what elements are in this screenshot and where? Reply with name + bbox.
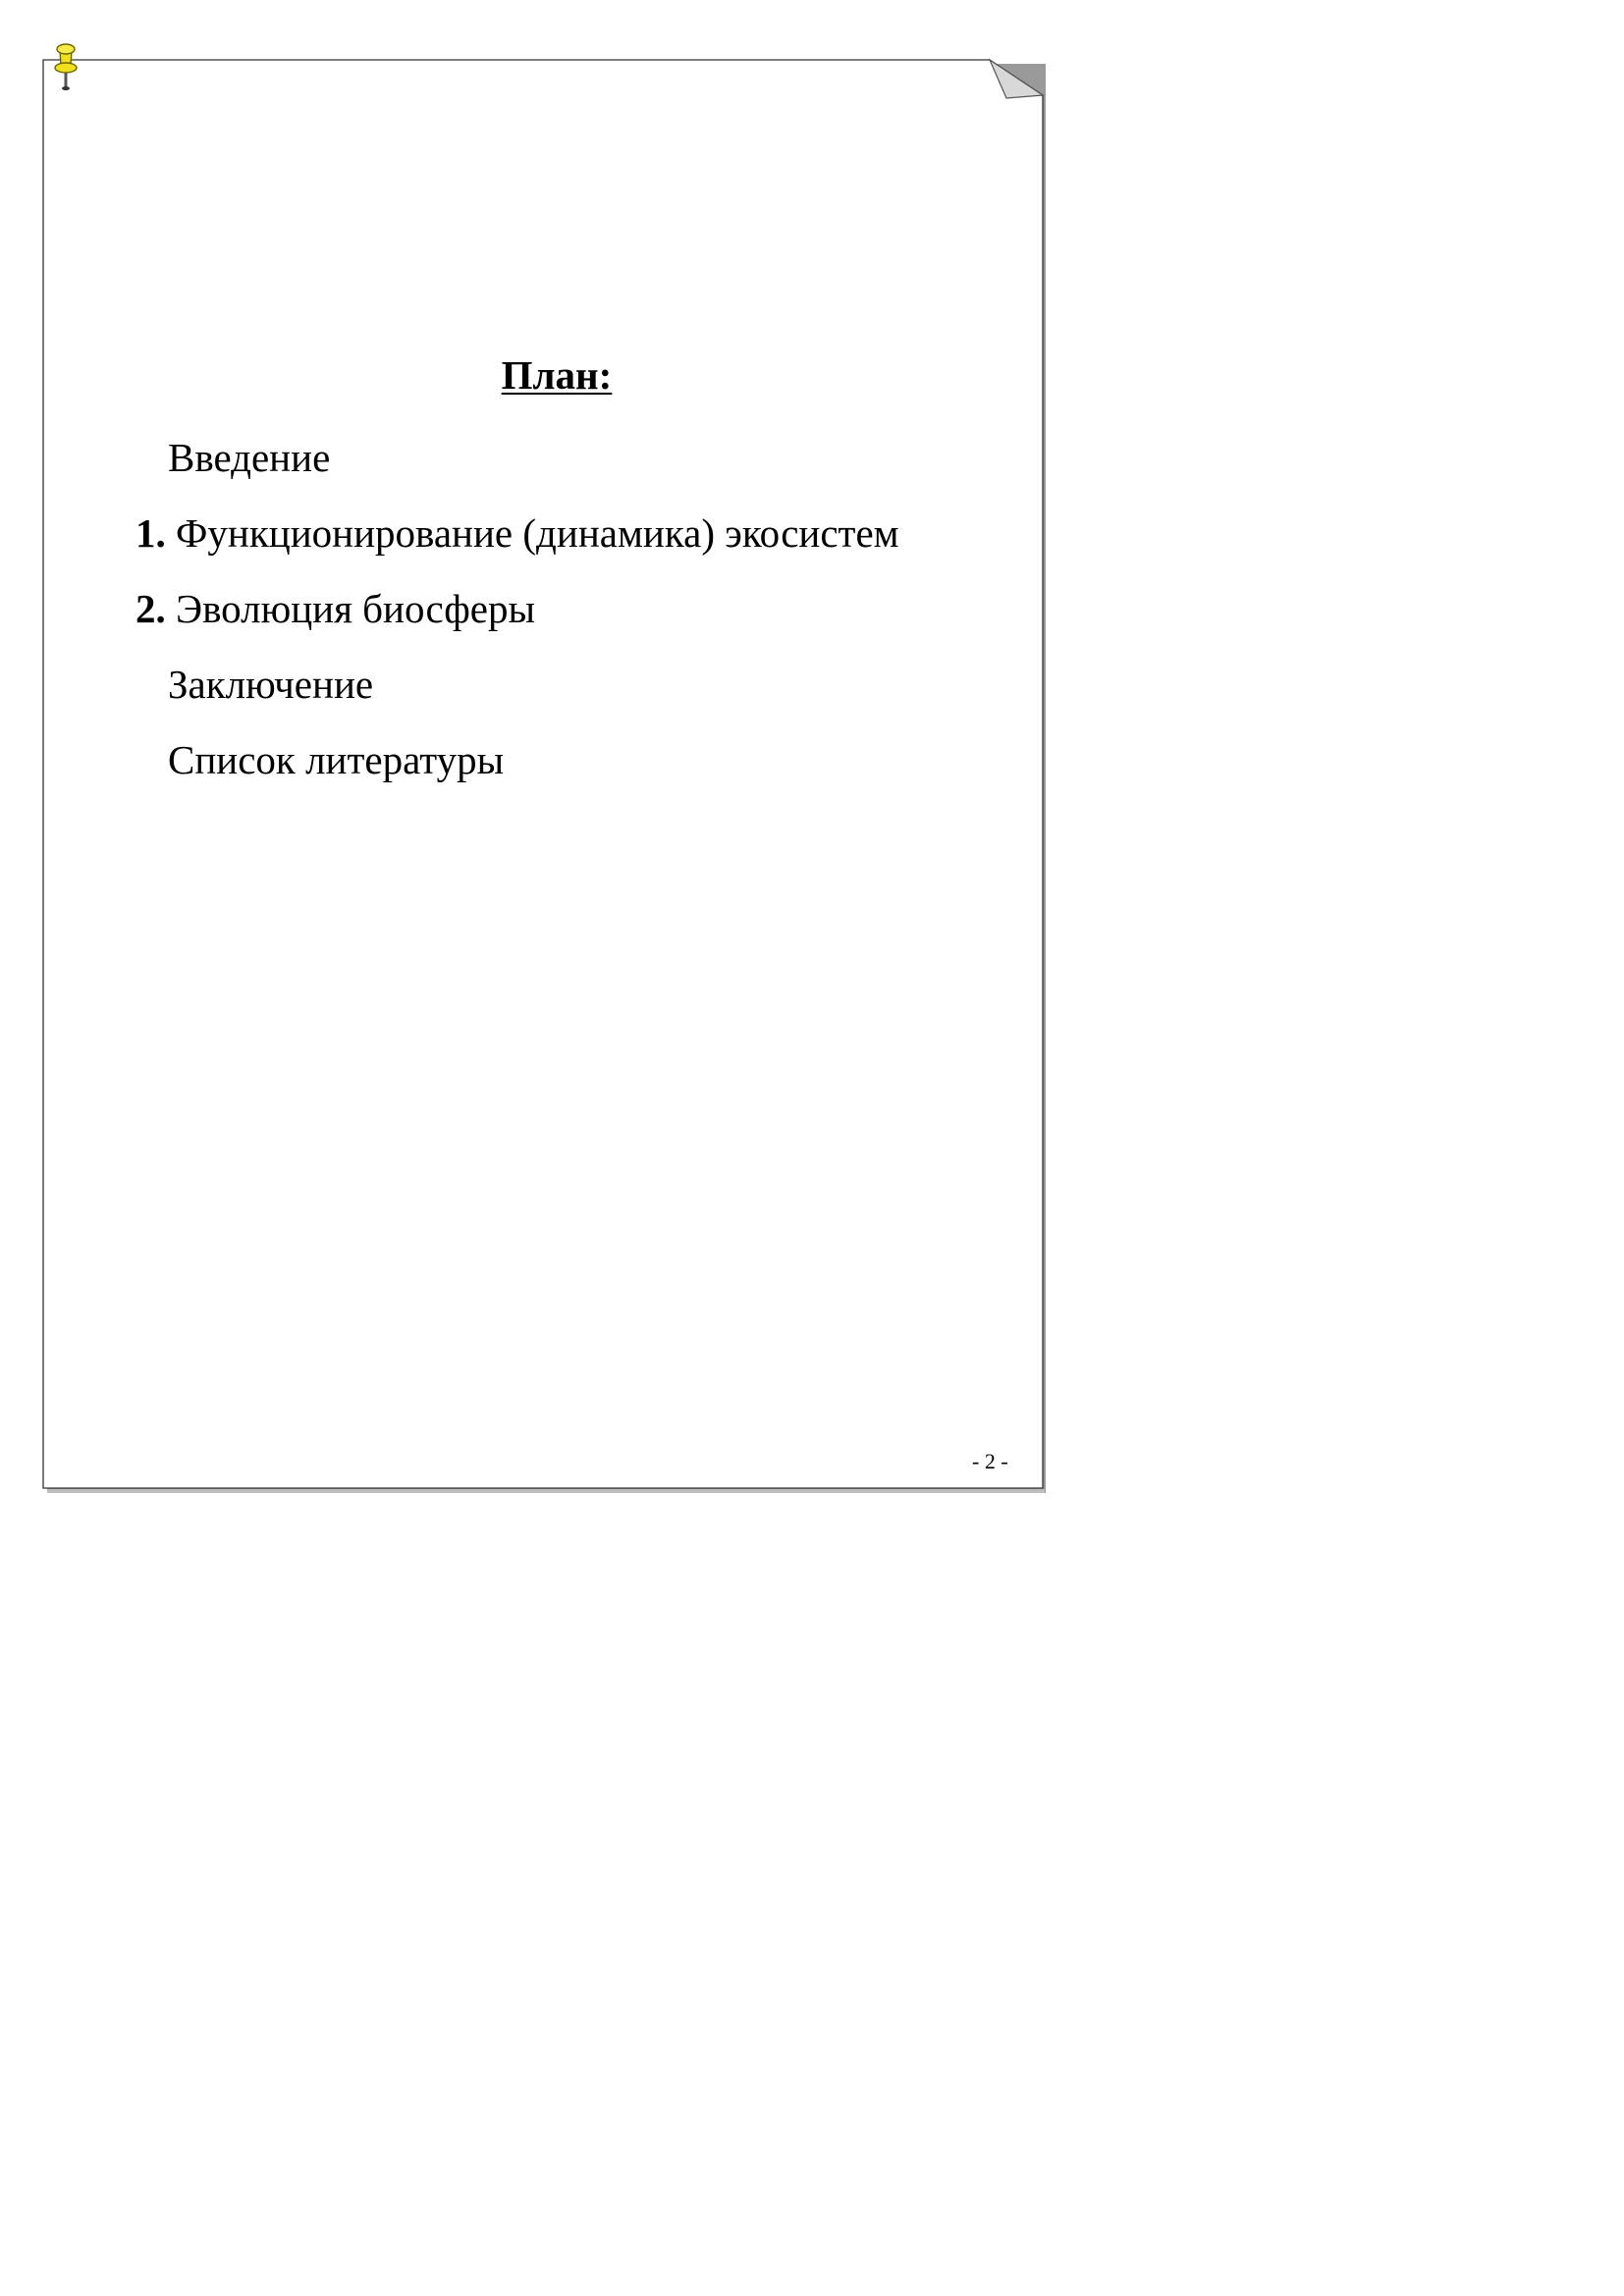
toc-item-introduction xyxy=(168,435,331,480)
toc-item-2 xyxy=(135,586,536,631)
page-frame xyxy=(0,0,1082,1530)
page-title: План: xyxy=(501,352,613,398)
page-bottom-shadow xyxy=(47,1489,1045,1493)
toc-item-text: Эволюция биосферы xyxy=(176,586,536,631)
toc-item-text: Функционирование (динамика) экосистем xyxy=(176,510,899,556)
toc-item-1 xyxy=(135,510,899,556)
toc-item-references xyxy=(168,737,505,782)
toc-item-conclusion xyxy=(168,662,374,707)
page-number: - 2 - xyxy=(972,1449,1008,1473)
toc-item-number: 1. xyxy=(135,510,166,556)
pushpin-icon xyxy=(49,39,84,96)
toc-item-text: Заключение xyxy=(168,662,374,707)
toc-item-text: Список литературы xyxy=(168,737,505,782)
toc-item-text: Введение xyxy=(168,435,331,480)
toc-item-number: 2. xyxy=(135,586,166,631)
